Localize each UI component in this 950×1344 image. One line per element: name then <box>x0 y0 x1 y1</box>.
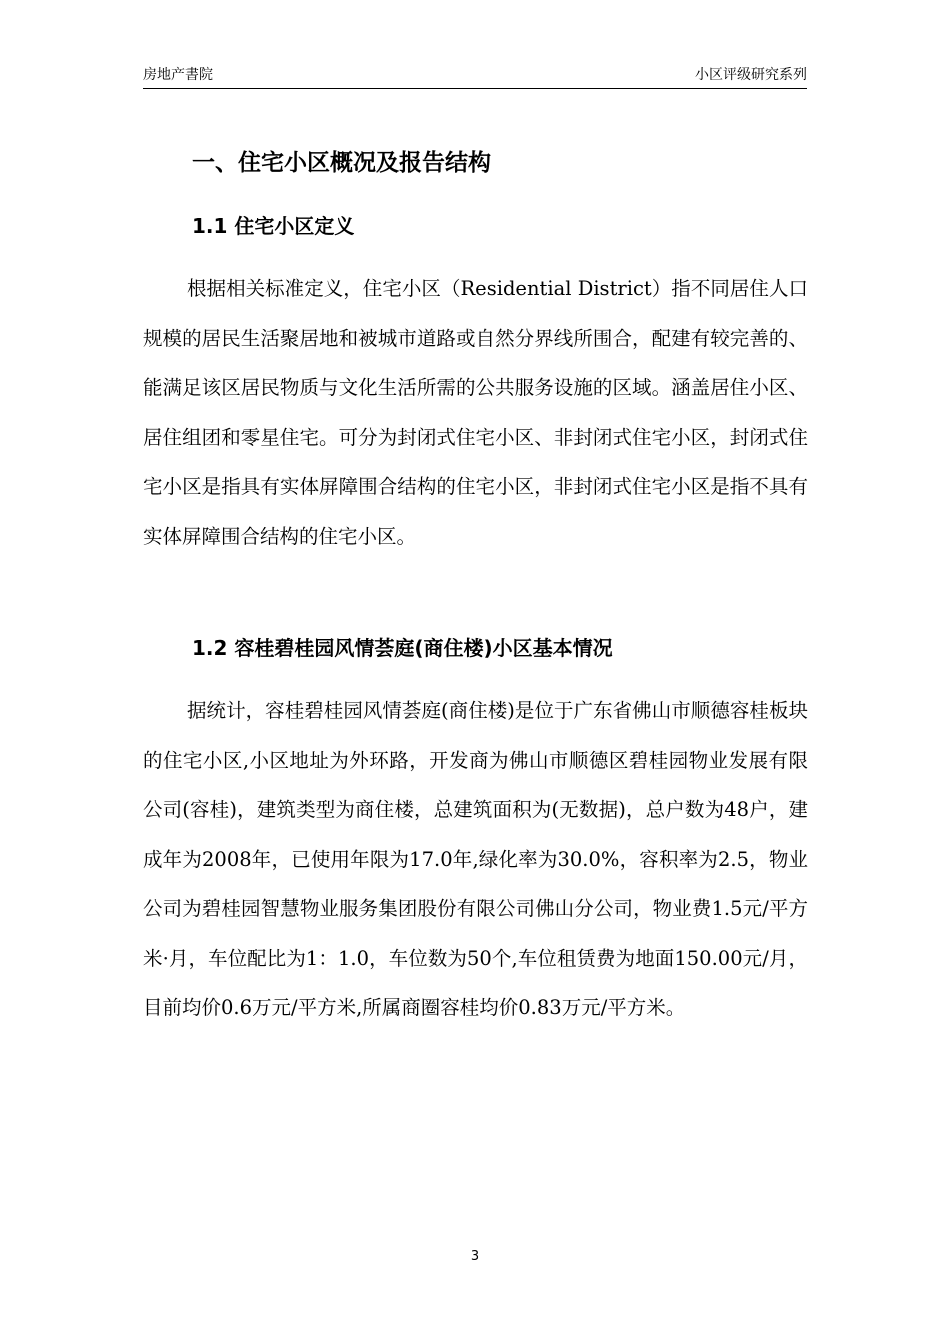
header-publisher: 房地产書院 <box>143 67 213 83</box>
subsection-2-body: 据统计，容桂碧桂园风情荟庭(商住楼)是位于广东省佛山市顺德容桂板块的住宅小区,小区地址为外环路，开发商为佛山市顺德区碧桂园物业发展有限公司(容桂)，建筑类型为商住楼，总建筑面积为(无数据)，总户数为48户，建成年为2008年，已使用年限为17.0年,绿化率为30.0%，容积率为2.5，物业公司为碧桂园智慧物业服务集团股份有限公司佛山分公司，物业费1.5元/平方米·月，车位配比为1：1.0，车位数为50个,车位租赁费为地面150.00元/月，目前均价0.6万元/平方米,所属商圈容桂均价0.83万元/平方米。 <box>143 699 808 1019</box>
header-series-title: 小区评级研究系列 <box>695 67 807 83</box>
subsection-1-title: 1.1 住宅小区定义 <box>192 214 355 238</box>
page-header <box>143 66 807 89</box>
page-number: 3 <box>470 1249 480 1264</box>
subsection-2-title: 1.2 容桂碧桂园风情荟庭(商住楼)小区基本情况 <box>192 636 613 660</box>
subsection-1-body: 根据相关标准定义，住宅小区（Residential District）指不同居住人口规模的居民生活聚居地和被城市道路或自然分界线所围合，配建有较完善的、能满足该区居民物质与文化生活所需的公共服务设施的区域。涵盖居住小区、居住组团和零星住宅。可分为封闭式住宅小区、非封闭式住宅小区，封闭式住宅小区是指具有实体屏障围合结构的住宅小区，非封闭式住宅小区是指不具有实体屏障围合结构的住宅小区。 <box>143 277 808 548</box>
section-title: 一、住宅小区概况及报告结构 <box>192 150 491 176</box>
